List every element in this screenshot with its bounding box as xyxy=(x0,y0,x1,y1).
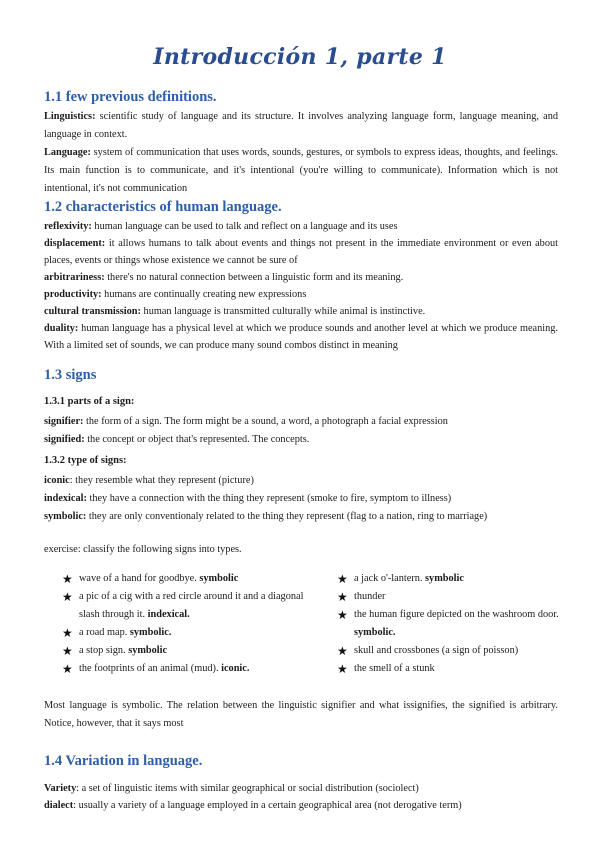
star-icon: ★ xyxy=(62,590,73,604)
characteristic-item: arbitrariness: there's no natural connection between a linguistic form and its meaning. xyxy=(44,272,404,283)
list-item: ★ a stop sign. symbolic xyxy=(62,644,168,658)
exercise-list-left xyxy=(62,570,317,678)
star-icon: ★ xyxy=(337,590,348,604)
signs-note: Most language is symbolic. The relation between the linguistic signifier and what issignifies, the signified is arbitrary. Notice, however, that it says most xyxy=(44,700,558,729)
list-item: ★ the smell of a stunk xyxy=(337,662,435,676)
exercise-list-right xyxy=(337,570,559,678)
star-icon: ★ xyxy=(337,644,348,658)
list-item: ★ a road map. symbolic. xyxy=(62,626,172,640)
list-item: ★ a pic of a cig with a red circle around it and a diagonal slash through it. indexical. xyxy=(62,590,304,620)
characteristic-item: reflexivity: human language can be used to talk and reflect on a language and its uses xyxy=(44,221,398,232)
list-item: ★ the footprints of an animal (mud). iconic. xyxy=(62,662,250,676)
list-item: ★ skull and crossbones (a sign of poisson) xyxy=(337,644,519,658)
section-signs xyxy=(44,367,558,526)
term: Language: xyxy=(44,147,91,158)
sign-type-iconic: iconic: they resemble what they represent (picture) xyxy=(44,475,254,486)
section-characteristics xyxy=(44,199,558,354)
definition-signifier: signifier: the form of a sign. The form might be a sound, a word, a photograph a facial expression xyxy=(44,416,448,427)
sign-type-symbolic: symbolic: they are only conventionaly related to the thing they represent (flag to a nation, ring to marriage) xyxy=(44,511,488,522)
term: Linguistics: xyxy=(44,111,96,122)
star-icon: ★ xyxy=(62,626,73,640)
star-icon: ★ xyxy=(337,572,348,586)
definition-signified: signified: the concept or object that's represented. The concepts. xyxy=(44,434,310,445)
characteristic-item: productivity: humans are continually creating new expressions xyxy=(44,289,307,300)
sign-type-indexical: indexical: they have a connection with the thing they represent (smoke to fire, symptom to illness) xyxy=(44,493,452,504)
characteristic-item: cultural transmission: human language is transmitted culturally while animal is instinctive. xyxy=(44,306,426,317)
list-item: ★ wave of a hand for goodbye. symbolic xyxy=(62,572,239,586)
definition-linguistics: Linguistics: scientific study of language and its structure. It involves analyzing language form, language meaning, and language in context. xyxy=(44,111,558,140)
list-item: ★ a jack o'-lantern. symbolic xyxy=(337,572,464,586)
section-heading: 1.1 few previous definitions. xyxy=(44,89,217,105)
section-heading: 1.2 characteristics of human language. xyxy=(44,199,282,215)
definition-variety: Variety: a set of linguistic items with similar geographical or social distribution (sociolect) xyxy=(44,783,419,794)
star-icon: ★ xyxy=(337,608,348,622)
star-icon: ★ xyxy=(337,662,348,676)
characteristic-item: duality: human language has a physical level at which we produce sounds and another level at which we produce meaning. With a limited set of sounds, we can produce many sound combos distinct in meaning xyxy=(44,323,558,351)
list-item: ★ thunder xyxy=(337,590,386,604)
definition-language: Language: system of communication that uses words, sounds, gestures, or symbols to express ideas, thoughts, and feelings. Its main function is to communicate, and it's intentional (you're willing to communicate). Information which is not intentional, it's not communication xyxy=(44,147,558,194)
star-icon: ★ xyxy=(62,662,73,676)
section-variation xyxy=(44,753,558,814)
star-icon: ★ xyxy=(62,572,73,586)
subsection-heading: 1.3.2 type of signs: xyxy=(44,455,127,466)
star-icon: ★ xyxy=(62,644,73,658)
page-title: Introducción 1, parte 1 xyxy=(153,44,447,70)
subsection-heading: 1.3.1 parts of a sign: xyxy=(44,396,135,407)
definition-dialect: dialect: usually a variety of a language employed in a certain geographical area (not derogative term) xyxy=(44,800,462,811)
section-definitions xyxy=(44,89,558,198)
characteristic-item: displacement: it allows humans to talk about events and things not present in the immediate environment or even about places, events or things whose existence we cannot be sure of xyxy=(44,238,558,266)
section-heading: 1.4 Variation in language. xyxy=(44,753,203,769)
exercise-prompt: exercise: classify the following signs into types. xyxy=(44,544,242,555)
section-heading: 1.3 signs xyxy=(44,367,97,383)
list-item: ★ the human figure depicted on the washroom door. symbolic. xyxy=(337,608,559,638)
